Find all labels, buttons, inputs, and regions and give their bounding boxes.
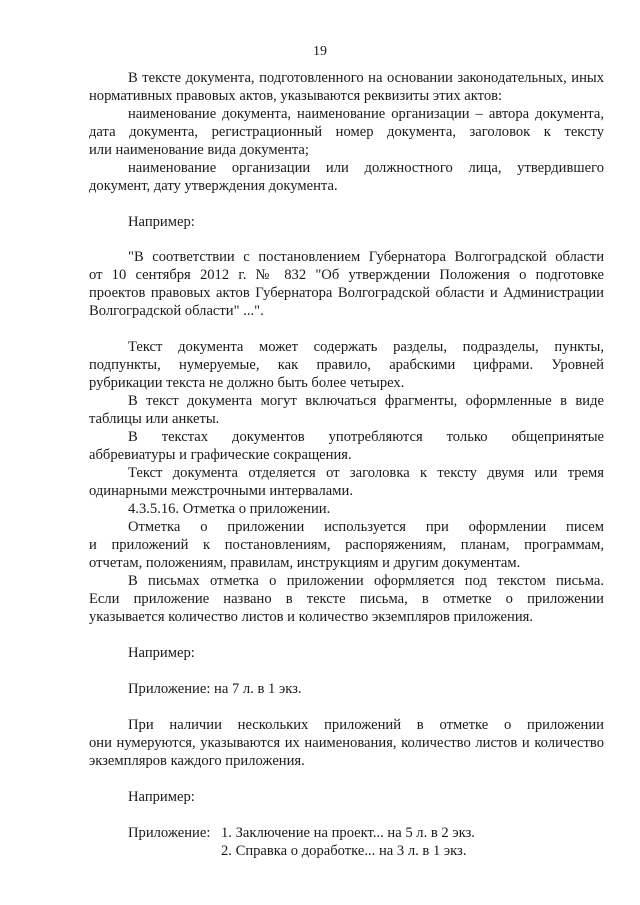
paragraph-line: Текст документа отделяется от заголовка к тексту двумя или тремя [128, 465, 604, 481]
paragraph-line: таблицы или анкеты. [89, 411, 220, 427]
paragraph-line: они нумеруются, указываются их наименования, количество листов и количество [89, 735, 604, 751]
appendix-note: Приложение: на 7 л. в 1 экз. [128, 681, 302, 697]
paragraph-line: отчетам, положениям, правилам, инструкциям и другим документам. [89, 555, 521, 571]
quote-line: от 10 сентября 2012 г. № 832 "Об утверждении Положения о подготовке [89, 267, 604, 283]
paragraph-line: документ, дату утверждения документа. [89, 178, 338, 194]
example-label: Например: [128, 214, 195, 230]
paragraph-line: Отметка о приложении используется при оформлении писем [128, 519, 604, 535]
section-heading: 4.3.5.16. Отметка о приложении. [128, 501, 331, 517]
paragraph-line: При наличии нескольких приложений в отметке о приложении [128, 717, 604, 733]
paragraph-line: одинарными межстрочными интервалами. [89, 483, 353, 499]
paragraph-line: экземпляров каждого приложения. [89, 753, 305, 769]
paragraph-line: указывается количество листов и количество экземпляров приложения. [89, 609, 534, 625]
paragraph-line: нормативных правовых актов, указываются реквизиты этих актов: [89, 88, 503, 104]
page-number: 19 [313, 44, 327, 59]
paragraph-line: наименование документа, наименование организации – автора документа, [128, 106, 604, 122]
quote-line: "В соответствии с постановлением Губернатора Волгоградской области [128, 249, 604, 265]
quote-line: проектов правовых актов Губернатора Волгоградской области и Администрации [89, 285, 604, 301]
paragraph-line: В тексте документа, подготовленного на основании законодательных, иных [128, 70, 604, 86]
paragraph-line: рубрикации текста не должно быть более четырех. [89, 375, 405, 391]
paragraph-line: и приложений к постановлениям, распоряжениям, планам, программам, [89, 537, 604, 553]
paragraph-line: или наименование вида документа; [89, 142, 309, 158]
paragraph-line: Текст документа может содержать разделы, подразделы, пункты, [128, 339, 604, 355]
paragraph-line: Если приложение названо в тексте письма, в отметке о приложении [89, 591, 604, 607]
example-label: Например: [128, 789, 195, 805]
paragraph-line: В письмах отметка о приложении оформляется под текстом письма. [128, 573, 604, 589]
paragraph-line: дата документа, регистрационный номер документа, заголовок к тексту [89, 124, 604, 140]
appendix-item: 1. Заключение на проект... на 5 л. в 2 экз. [221, 825, 475, 841]
paragraph-line: аббревиатуры и графические сокращения. [89, 447, 352, 463]
paragraph-line: В текст документа могут включаться фрагменты, оформленные в виде [128, 393, 604, 409]
paragraph-line: подпункты, нумеруемые, как правило, арабскими цифрами. Уровней [89, 357, 604, 373]
quote-line: Волгоградской области" ...". [89, 303, 264, 319]
appendix-item: 2. Справка о доработке... на 3 л. в 1 экз. [221, 843, 467, 859]
appendix-label: Приложение: [128, 825, 211, 841]
example-label: Например: [128, 645, 195, 661]
paragraph-line: наименование организации или должностного лица, утвердившего [128, 160, 604, 176]
paragraph-line: В текстах документов употребляются только общепринятые [128, 429, 604, 445]
